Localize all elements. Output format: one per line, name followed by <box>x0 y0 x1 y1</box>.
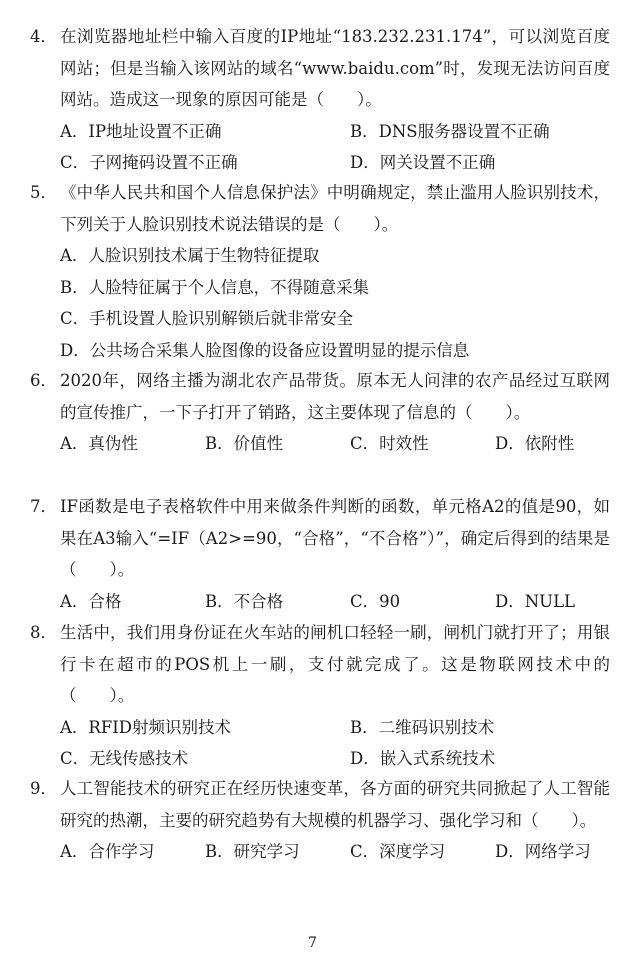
question-text: 人工智能技术的研究正在经历快速变革，各方面的研究共同掀起了人工智能研究的热潮，主要的研究趋势有大规模的机器学习、强化学习和（ ）。 <box>60 779 610 830</box>
option-c[interactable]: C．90 <box>350 591 401 611</box>
page-number: 7 <box>308 935 317 951</box>
question-text: 2020年，网络主播为湖北农产品带货。原本无人问津的农产品经过互联网的宣传推广，一下子打开了销路，这主要体现了信息的（ ）。 <box>60 371 610 422</box>
question-stem-8 <box>30 617 610 712</box>
question-8 <box>30 617 610 775</box>
options-8 <box>30 712 610 775</box>
question-9 <box>30 773 610 868</box>
option-c[interactable]: C．时效性 <box>350 434 429 453</box>
question-4 <box>30 21 610 179</box>
option-d[interactable]: D．网关设置不正确 <box>350 153 496 172</box>
question-stem-6 <box>30 365 610 428</box>
option-b[interactable]: B．DNS服务器设置不正确 <box>350 121 550 141</box>
question-stem-5 <box>30 177 610 240</box>
option-a[interactable]: A．RFID射频识别技术 <box>60 717 232 737</box>
option-b[interactable]: B．二维码识别技术 <box>350 717 495 737</box>
question-number: 6． <box>30 371 57 390</box>
options-9 <box>30 836 610 868</box>
option-a[interactable]: A．IP地址设置不正确 <box>60 121 222 141</box>
question-stem-4 <box>30 21 610 116</box>
question-7 <box>30 491 610 617</box>
question-number: 9． <box>30 779 57 798</box>
option-c[interactable]: C． 手机设置人脸识别解锁后就非常安全 <box>60 309 354 328</box>
option-b[interactable]: B．研究学习 <box>205 842 300 861</box>
question-text: 《中华人民共和国个人信息保护法》中明确规定，禁止滥用人脸识别技术，下列关于人脸识别技术说法错误的是（ ）。 <box>60 183 610 234</box>
option-d[interactable]: D． 公共场合采集人脸图像的设备应设置明显的提示信息 <box>60 340 470 360</box>
option-c[interactable]: C．子网掩码设置不正确 <box>60 153 238 172</box>
question-text: 生活中，我们用身份证在火车站的闸机口轻轻一刷，闸机门就打开了；用银行卡在超市的POS机上一刷，支付就完成了。这是物联网技术中的（ ）。 <box>60 623 610 705</box>
option-b[interactable]: B．价值性 <box>205 434 284 453</box>
option-c[interactable]: C．深度学习 <box>350 842 446 861</box>
question-5 <box>30 177 610 366</box>
option-a[interactable]: A．合格 <box>60 591 122 611</box>
question-text: 在浏览器地址栏中输入百度的IP地址“183.232.231.174”，可以浏览百度网站；但是当输入该网站的域名“www.baidu.com”时，发现无法访问百度网站。造成这一现象的原因可能是（ ）。 <box>60 27 610 109</box>
question-number: 4． <box>30 27 57 46</box>
option-d[interactable]: D．网络学习 <box>495 842 591 861</box>
question-number: 5． <box>30 183 57 202</box>
question-number: 7． <box>30 497 57 516</box>
option-b[interactable]: B． 人脸特征属于个人信息，不得随意采集 <box>60 277 370 297</box>
question-6 <box>30 365 610 460</box>
option-b[interactable]: B．不合格 <box>205 591 284 611</box>
option-a[interactable]: A． 人脸识别技术属于生物特征提取 <box>60 246 320 265</box>
options-4 <box>30 116 610 179</box>
option-a[interactable]: A．合作学习 <box>60 842 155 861</box>
options-5 <box>30 240 610 366</box>
question-stem-7 <box>30 491 610 586</box>
option-d[interactable]: D．依附性 <box>495 434 575 453</box>
question-number: 8． <box>30 623 57 642</box>
option-a[interactable]: A．真伪性 <box>60 434 138 453</box>
option-d[interactable]: D．NULL <box>495 591 575 611</box>
options-7 <box>30 586 610 618</box>
question-text: IF函数是电子表格软件中用来做条件判断的函数，单元格A2的值是90，如果在A3输入“=IF（A2>=90，“合格”，“不合格”）”，确定后得到的结果是（ ）。 <box>60 497 610 579</box>
question-stem-9 <box>30 773 610 836</box>
option-c[interactable]: C．无线传感技术 <box>60 749 189 768</box>
option-d[interactable]: D．嵌入式系统技术 <box>350 749 496 768</box>
options-6 <box>30 428 610 460</box>
